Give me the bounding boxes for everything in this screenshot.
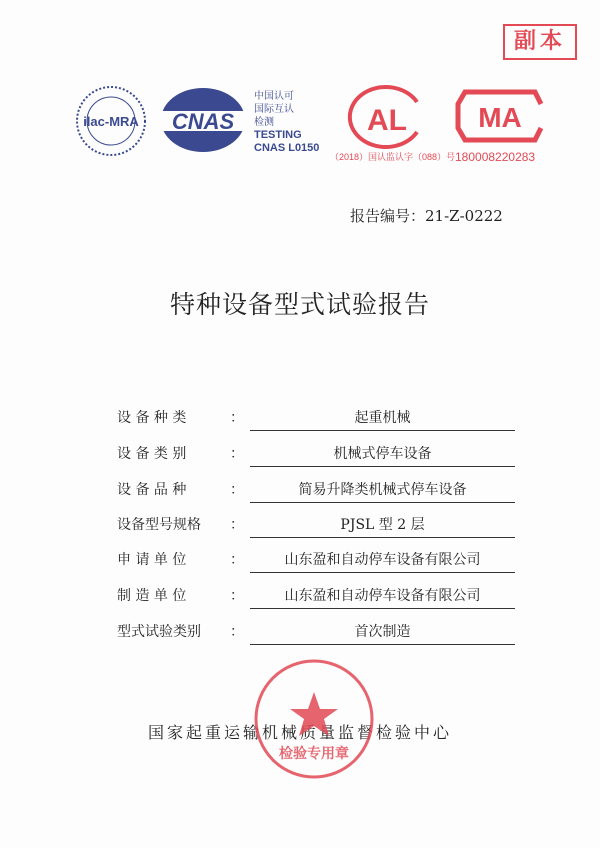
official-seal [253, 658, 375, 780]
svg-text:CNAS: CNAS [171, 109, 235, 134]
field-value: 山东盈和自动停车设备有限公司 [250, 585, 515, 609]
field-label: 申 请 单 位 [117, 552, 187, 568]
cal-logo [345, 84, 427, 150]
svg-text:AL: AL [367, 104, 407, 137]
report-number: 报告编号：21-Z-0222 [350, 207, 503, 225]
field-value: 机械式停车设备 [250, 443, 515, 467]
field-row [117, 621, 517, 645]
field-label: 设备型号规格 [117, 517, 201, 533]
cal-number: （2018）国认监认字（088）号 [330, 152, 456, 162]
field-label: 设 备 品 种 [117, 482, 187, 498]
svg-text:MA: MA [478, 102, 522, 133]
cnas-logo [160, 87, 246, 153]
ilac-mra-logo [75, 85, 147, 157]
field-colon: ： [230, 410, 244, 426]
field-row [117, 443, 517, 467]
field-row [117, 407, 517, 431]
field-label: 制 造 单 位 [117, 588, 187, 604]
svg-text:ilac-MRA: ilac-MRA [83, 114, 139, 129]
field-colon: ： [230, 588, 244, 604]
copy-stamp: 副本 [503, 24, 577, 60]
field-value: 山东盈和自动停车设备有限公司 [250, 549, 515, 573]
svg-text:检验专用章: 检验专用章 [279, 746, 349, 762]
cnas-line: 国际互认 [254, 104, 294, 115]
field-label: 型式试验类别 [117, 624, 201, 640]
field-value: 简易升降类机械式停车设备 [250, 479, 515, 503]
cnas-testing: TESTING [254, 129, 302, 141]
field-label: 设 备 种 类 [117, 410, 187, 426]
cnas-number: CNAS L0150 [254, 142, 320, 154]
field-row [117, 479, 517, 503]
field-value: PJSL 型 2 层 [250, 514, 515, 538]
field-row [117, 585, 517, 609]
field-colon: ： [230, 517, 244, 533]
organization-name: 国家起重运输机械质量监督检验中心 [147, 723, 452, 742]
page-title: 特种设备型式试验报告 [169, 290, 430, 319]
field-row [117, 514, 517, 538]
field-colon: ： [230, 482, 244, 498]
cma-number: 180008220283 [455, 150, 536, 164]
cnas-line: 检测 [254, 117, 274, 128]
field-value: 起重机械 [250, 407, 515, 431]
star-icon [290, 692, 338, 736]
cma-logo [455, 88, 545, 144]
field-row [117, 549, 517, 573]
cnas-text [254, 90, 319, 155]
field-value: 首次制造 [250, 621, 515, 645]
field-colon: ： [230, 552, 244, 568]
field-colon: ： [230, 446, 244, 462]
field-label: 设 备 类 别 [117, 446, 187, 462]
cnas-line: 中国认可 [254, 91, 294, 102]
field-colon: ： [230, 624, 244, 640]
